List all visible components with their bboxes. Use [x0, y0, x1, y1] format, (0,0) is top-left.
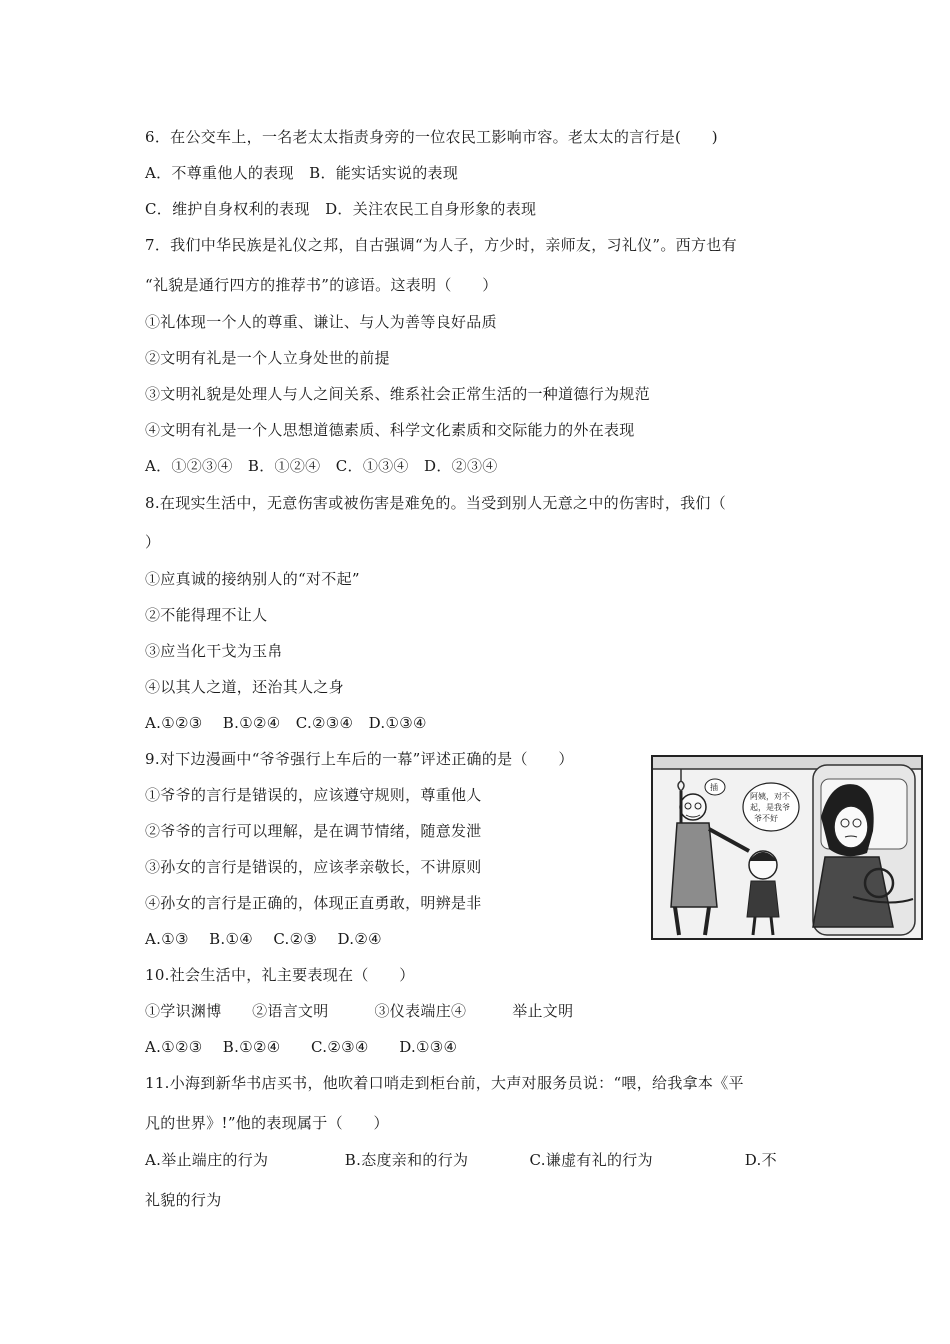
q7-statement-1: ①礼体现一个人的尊重、谦让、与人为善等良好品质 — [145, 313, 497, 331]
q8-stem-line2: ） — [145, 533, 161, 551]
q6-stem: 6．在公交车上，一名老太太指责身旁的一位农民工影响市容。老太太的言行是( ) — [145, 128, 718, 146]
cartoon-bubble-line-1: 阿姨，对不 — [750, 792, 790, 801]
cartoon-bubble-line-3: 爷不好 — [754, 814, 778, 823]
q9-statement-4: ④孙女的言行是正确的，体现正直勇敢，明辨是非 — [145, 894, 482, 912]
q9-options: A.①③ B.①④ C.②③ D.②④ — [145, 930, 382, 948]
q11-options-continued: 礼貌的行为 — [145, 1191, 222, 1209]
cartoon-small-bubble-text: 插 — [710, 783, 718, 792]
q7-options: A．①②③④ B．①②④ C．①③④ D．②③④ — [145, 457, 498, 475]
q9-stem: 9.对下边漫画中“爷爷强行上车后的一幕”评述正确的是（ ） — [145, 750, 574, 768]
q11-stem-line1: 11.小海到新华书店买书，他吹着口哨走到柜台前，大声对服务员说：“喂，给我拿本《平 — [145, 1074, 744, 1092]
q7-stem-line1: 7．我们中华民族是礼仪之邦，自古强调“为人子，方少时，亲师友，习礼仪”。西方也有 — [145, 236, 737, 254]
q8-statement-3: ③应当化干戈为玉帛 — [145, 642, 283, 660]
cartoon-bubble-line-2: 起，是我爷 — [750, 803, 790, 812]
q10-stem: 10.社会生活中，礼主要表现在（ ） — [145, 966, 415, 984]
q7-stem-line2: “礼貌是通行四方的推荐书”的谚语。这表明（ ） — [145, 276, 498, 294]
q6-options-cd: C．维护自身权利的表现 D．关注农民工自身形象的表现 — [145, 200, 537, 218]
q8-stem-line1: 8.在现实生活中，无意伤害或被伤害是难免的。当受到别人无意之中的伤害时，我们（ — [145, 494, 727, 512]
q9-statement-2: ②爷爷的言行可以理解，是在调节情绪，随意发泄 — [145, 822, 482, 840]
q9-statement-1: ①爷爷的言行是错误的，应该遵守规则，尊重他人 — [145, 786, 482, 804]
q7-statement-4: ④文明有礼是一个人思想道德素质、科学文化素质和交际能力的外在表现 — [145, 421, 635, 439]
q10-items: ①学识渊博 ②语言文明 ③仪表端庄④ 举止文明 — [145, 1002, 574, 1020]
q7-statement-2: ②文明有礼是一个人立身处世的前提 — [145, 349, 390, 367]
q11-options: A.举止端庄的行为 B.态度亲和的行为 C.谦虚有礼的行为 D.不 — [145, 1151, 777, 1169]
q8-options: A.①②③ B.①②④ C.②③④ D.①③④ — [145, 714, 427, 732]
q8-statement-2: ②不能得理不让人 — [145, 606, 268, 624]
q8-statement-4: ④以其人之道，还治其人之身 — [145, 678, 344, 696]
q9-statement-3: ③孙女的言行是错误的，应该孝亲敬长，不讲原则 — [145, 858, 482, 876]
q10-options: A.①②③ B.①②④ C.②③④ D.①③④ — [145, 1038, 458, 1056]
q8-statement-1: ①应真诚的接纳别人的“对不起” — [145, 570, 360, 588]
q7-statement-3: ③文明礼貌是处理人与人之间关系、维系社会正常生活的一种道德行为规范 — [145, 385, 650, 403]
q9-cartoon — [651, 755, 923, 940]
q6-options-ab: A．不尊重他人的表现 B．能实话实说的表现 — [145, 164, 459, 182]
q11-stem-line2: 凡的世界》!”他的表现属于（ ） — [145, 1114, 389, 1132]
